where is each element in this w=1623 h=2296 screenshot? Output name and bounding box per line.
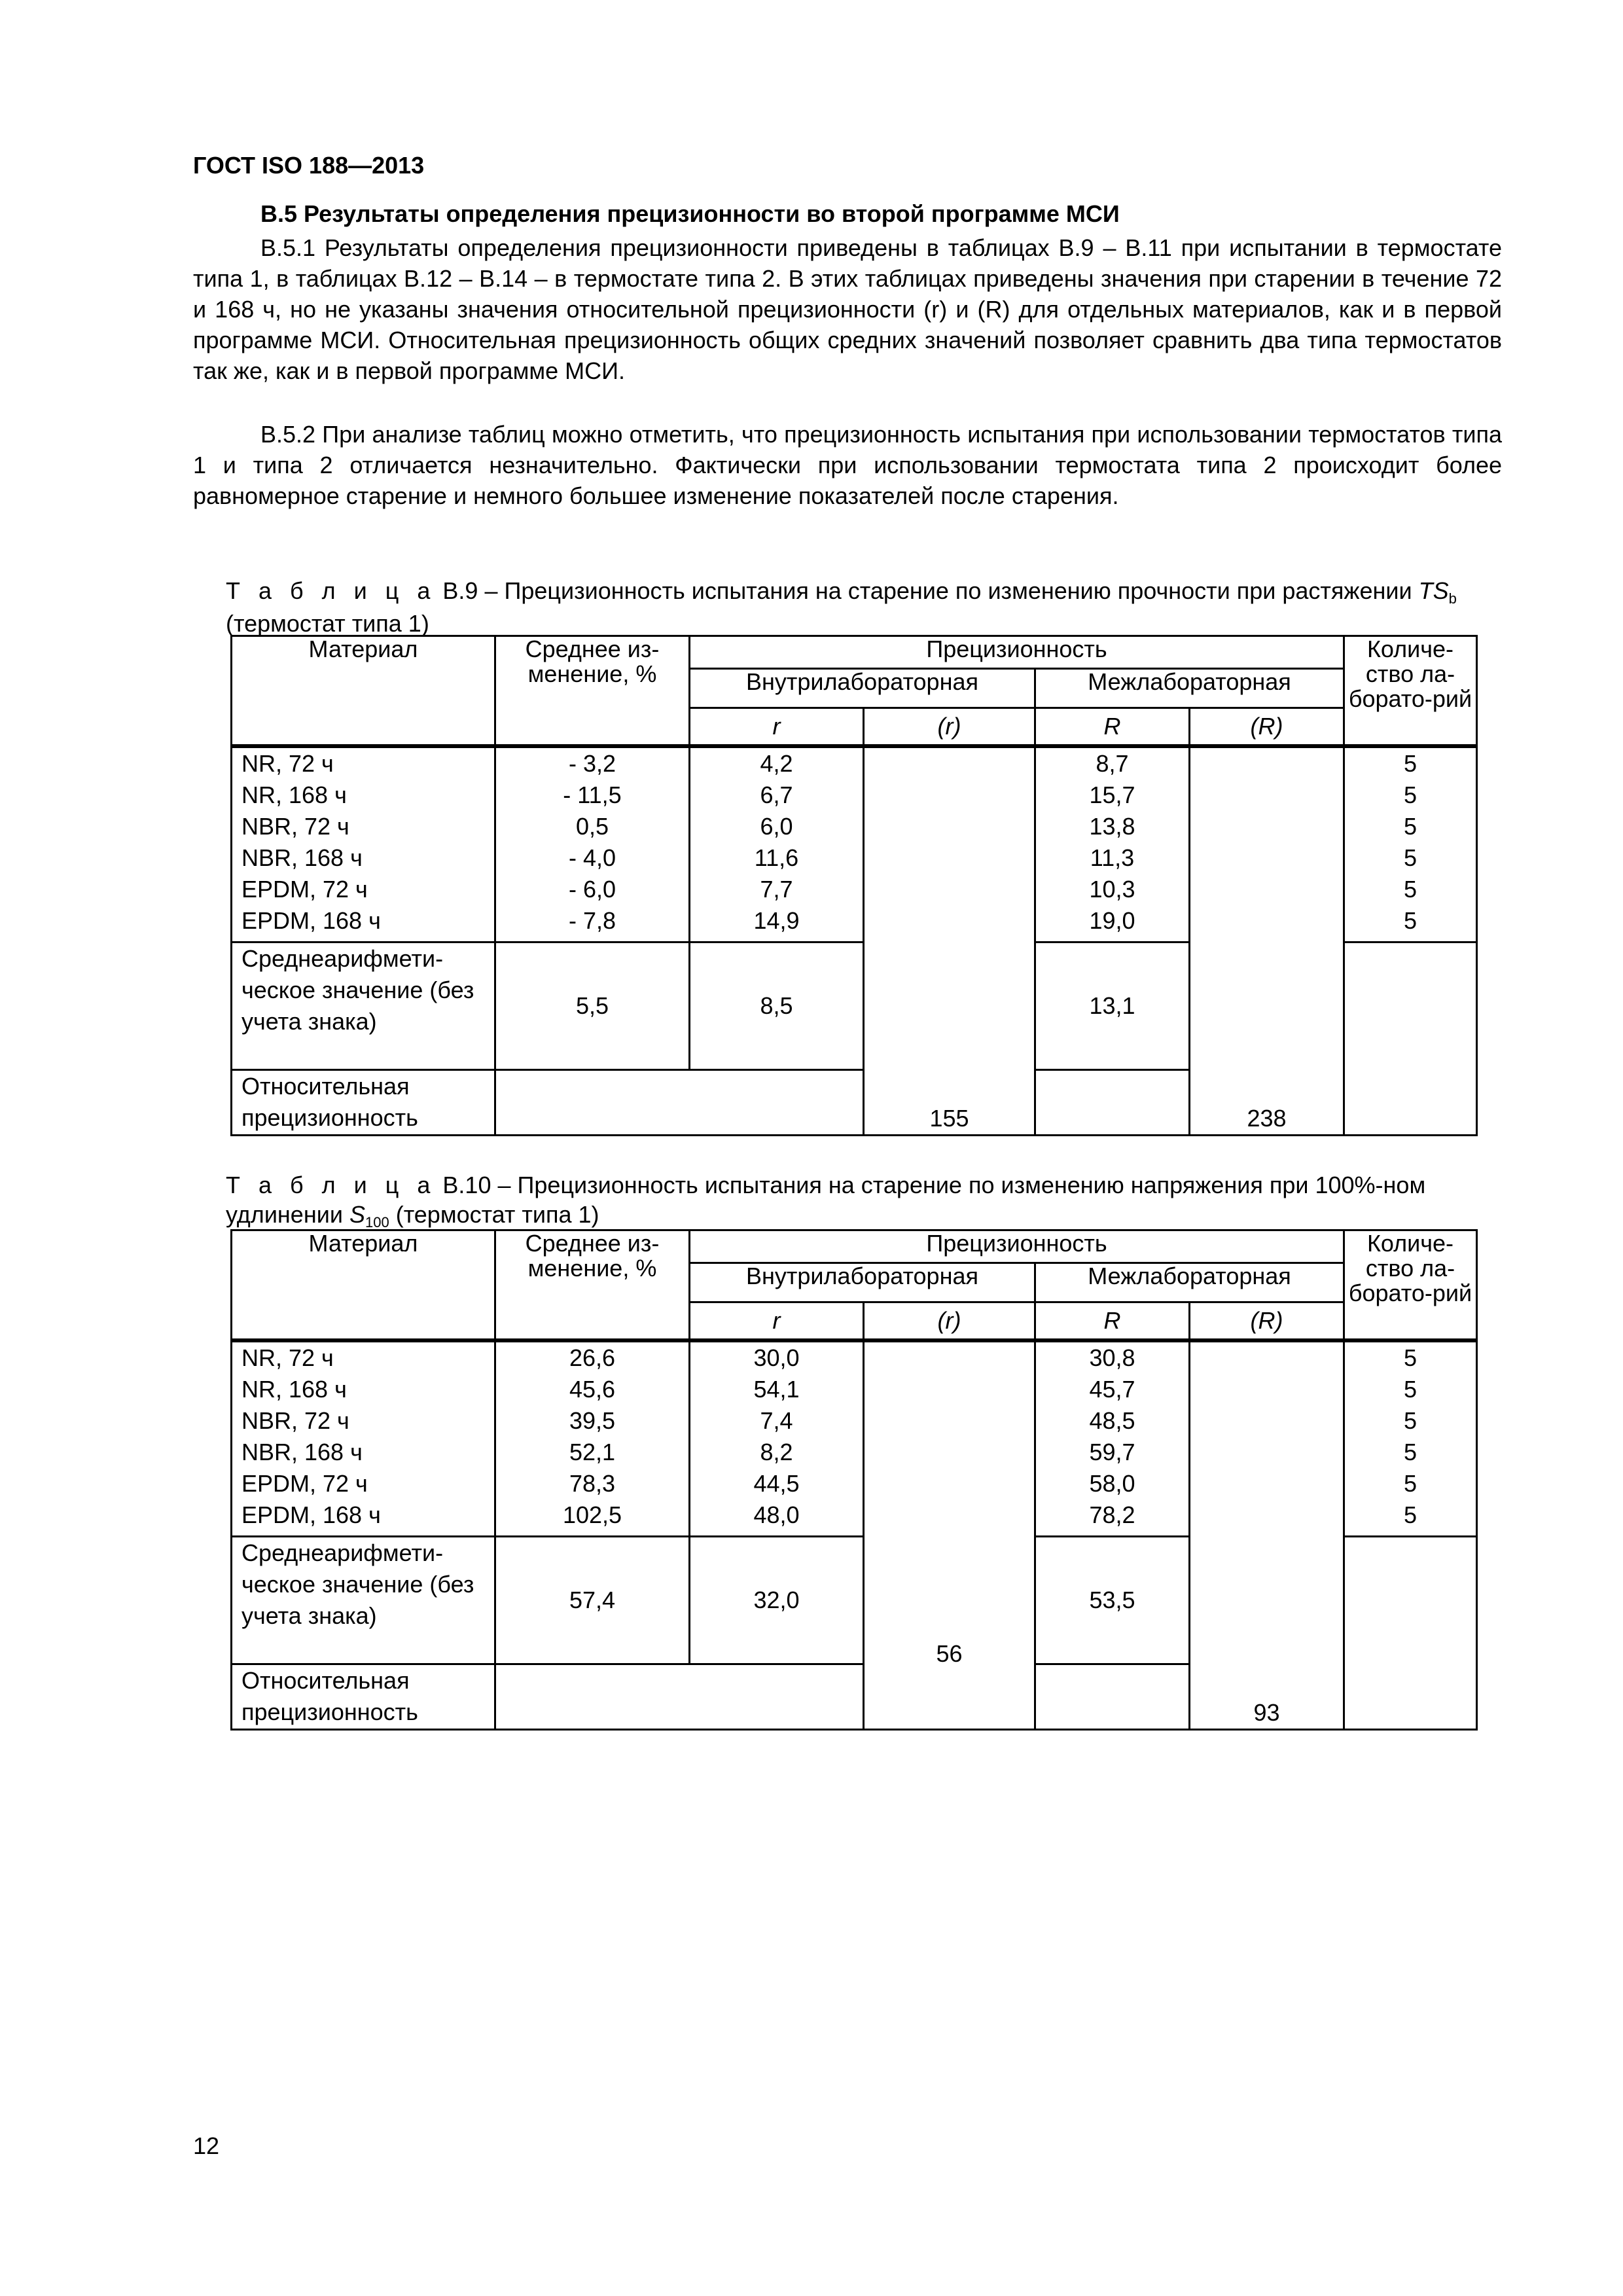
section-title: В.5 Результаты определения прецизионности во второй программе МСИ: [260, 200, 1120, 227]
col-precision: Прецизионность: [690, 636, 1344, 669]
avg-label: Среднеарифмети-ческое значение (без учета знака): [232, 942, 495, 1070]
col-r-rel: (r): [864, 708, 1035, 746]
rel-R-cell: 93: [1190, 1340, 1344, 1730]
labs-values-cell: 5 5 5 5 5 5: [1344, 1340, 1477, 1537]
rel-empty: [1035, 1664, 1190, 1730]
r-values-cell: 30,0 54,1 7,4 8,2 44,5 48,0: [690, 1340, 864, 1537]
labs-values-cell: 5 5 5 5 5 5: [1344, 746, 1477, 942]
col-labs: Количе-ство ла-борато-рий: [1344, 636, 1477, 746]
symbol: TS: [1418, 577, 1449, 604]
col-interlab: Межлабораторная: [1035, 669, 1344, 708]
avg-R: 13,1: [1035, 942, 1190, 1070]
col-r: r: [690, 708, 864, 746]
table-row: NBR, 72 ч: [241, 1407, 349, 1434]
col-interlab: Межлабораторная: [1035, 1263, 1344, 1302]
col-R: R: [1035, 708, 1190, 746]
table-b9-caption: [226, 576, 1502, 638]
rel-empty: [495, 1664, 864, 1730]
avg-R: 53,5: [1035, 1537, 1190, 1664]
symbol: S: [349, 1201, 365, 1228]
table-row: EPDM, 72 ч: [241, 875, 368, 903]
col-material: Материал: [232, 636, 495, 746]
avg-r: 32,0: [690, 1537, 864, 1664]
table-row: NBR, 168 ч: [241, 844, 363, 871]
labs-empty: [1344, 942, 1477, 1136]
table-row: NR, 72 ч: [241, 749, 334, 777]
rel-label: Относительная прецизионность: [232, 1664, 495, 1730]
table-b9: [230, 635, 1478, 1136]
col-R-rel: (R): [1190, 708, 1344, 746]
table-row: EPDM, 168 ч: [241, 906, 381, 934]
col-r-rel: (r): [864, 1302, 1035, 1340]
col-mean-change: Среднее из-менение, %: [495, 1230, 690, 1340]
table-word: Т а б л и ц а: [226, 1172, 437, 1198]
avg-mean: 57,4: [495, 1537, 690, 1664]
col-intralab: Внутрилабораторная: [690, 1263, 1035, 1302]
rel-r-cell: 155: [864, 746, 1035, 1136]
table-b10-caption: [226, 1170, 1502, 1232]
caption-text: В.10 – Прецизионность испытания на старение по изменению напряжения при 100%-ном удлинении: [226, 1172, 1426, 1228]
table-row: NR, 168 ч: [241, 1375, 347, 1403]
col-intralab: Внутрилабораторная: [690, 669, 1035, 708]
labs-empty: [1344, 1537, 1477, 1730]
avg-label: Среднеарифмети-ческое значение (без учета знака): [232, 1537, 495, 1664]
rel-R-cell: 238: [1190, 746, 1344, 1136]
avg-r: 8,5: [690, 942, 864, 1070]
rel-empty: [495, 1070, 864, 1136]
symbol-subscript: b: [1448, 590, 1457, 607]
document-header: ГОСТ ISO 188—2013: [193, 152, 425, 179]
avg-mean: 5,5: [495, 942, 690, 1070]
materials-cell: [232, 746, 495, 942]
paragraph-b51: В.5.1 Результаты определения прецизионности приведены в таблицах В.9 – В.11 при испытании в термостате типа 1, в таблицах В.12 – В.14 – в термостате типа 2. В этих таблицах приведены значения при старении в течение 72 и 168 ч, но не указаны значения относительной прецизионности (r) и (R) для отдельных материалов, как и в первой программе МСИ. Относительная прецизионность общих средних значений позволяет сравнить два типа термостатов так же, как и в первой программе МСИ.: [193, 234, 1502, 384]
table-row: NBR, 168 ч: [241, 1438, 363, 1465]
table-row: EPDM, 168 ч: [241, 1501, 381, 1528]
rel-empty: [1035, 1070, 1190, 1136]
col-R: R: [1035, 1302, 1190, 1340]
col-r: r: [690, 1302, 864, 1340]
table-b10: [230, 1229, 1478, 1731]
paragraph-b52: В.5.2 При анализе таблиц можно отметить, что прецизионность испытания при использовании термостатов типа 1 и типа 2 отличается незначительно. Фактически при использовании термостата типа 2 происходит более равномерное старение и немного большее изменение показателей после старения.: [193, 421, 1502, 509]
mean-values-cell: 26,6 45,6 39,5 52,1 78,3 102,5: [495, 1340, 690, 1537]
table-row: NBR, 72 ч: [241, 812, 349, 840]
r-values-cell: 4,2 6,7 6,0 11,6 7,7 14,9: [690, 746, 864, 942]
R-values-cell: 30,8 45,7 48,5 59,7 58,0 78,2: [1035, 1340, 1190, 1537]
caption-tail: (термостат типа 1): [226, 610, 429, 637]
rel-label: Относительная прецизионность: [232, 1070, 495, 1136]
col-mean-change: Среднее из-менение, %: [495, 636, 690, 746]
symbol-subscript: 100: [365, 1214, 389, 1230]
R-values-cell: 8,7 15,7 13,8 11,3 10,3 19,0: [1035, 746, 1190, 942]
page-number: 12: [193, 2132, 220, 2159]
table-row: NR, 72 ч: [241, 1344, 334, 1371]
table-word: Т а б л и ц а: [226, 577, 437, 604]
col-R-rel: (R): [1190, 1302, 1344, 1340]
table-row: NR, 168 ч: [241, 781, 347, 808]
col-labs: Количе-ство ла-борато-рий: [1344, 1230, 1477, 1340]
caption-tail: (термостат типа 1): [395, 1201, 599, 1228]
mean-values-cell: - 3,2 - 11,5 0,5 - 4,0 - 6,0 - 7,8: [495, 746, 690, 942]
rel-r-cell: 56: [864, 1340, 1035, 1730]
materials-cell: [232, 1340, 495, 1537]
col-precision: Прецизионность: [690, 1230, 1344, 1263]
table-row: EPDM, 72 ч: [241, 1469, 368, 1497]
col-material: Материал: [232, 1230, 495, 1340]
caption-text: В.9 – Прецизионность испытания на старение по изменению прочности при растяжении: [442, 577, 1412, 604]
